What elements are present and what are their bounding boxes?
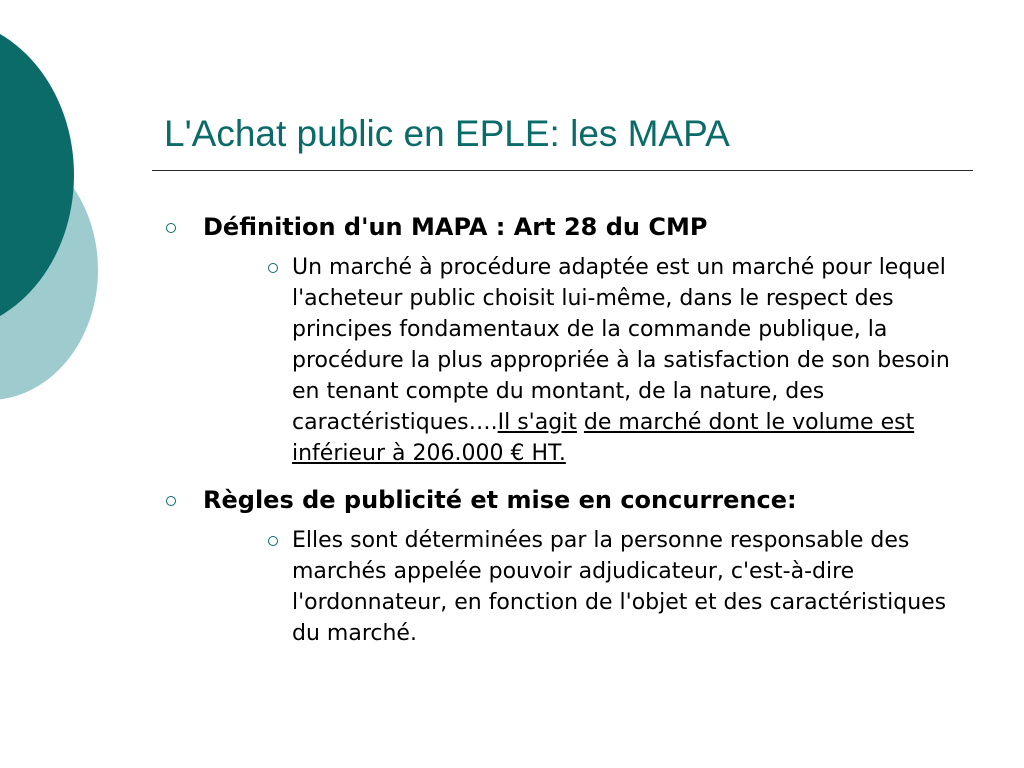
definition-heading-text: Définition d'un MAPA : Art 28 du CMP <box>203 213 708 241</box>
slide-title: L'Achat public en EPLE: les MAPA <box>164 113 730 154</box>
hollow-circle-sub-bullet-icon <box>268 263 278 273</box>
publicity-heading-text: Règles de publicité et mise en concurrence: <box>203 486 797 514</box>
hollow-circle-bullet-icon <box>166 496 176 506</box>
publicity-body-text: Elles sont déterminées par la personne responsable des marchés appelée pouvoir adjudicateur, c'est-à-dire l'ordonnateur, en fonction de l'objet et des caractéristiques du marché. <box>292 528 947 646</box>
definition-body-text: Un marché à procédure adaptée est un marché pour lequel l'acheteur public choisit lui-même, dans le respect des principes fondamentaux de la commande publique, la procédure la plus appropriée à la satisfaction de son besoin en tenant compte du montant, de la nature, des caractéristiques…. <box>292 255 950 435</box>
bullet-definition-body <box>292 252 964 469</box>
bullet-definition-heading <box>160 210 980 244</box>
definition-underlined-phrase: Il s'agit <box>497 410 577 435</box>
bullet-publicity-heading <box>160 483 980 517</box>
hollow-circle-sub-bullet-icon <box>268 536 278 546</box>
bullet-publicity-body <box>292 525 964 649</box>
hollow-circle-bullet-icon <box>166 223 176 233</box>
definition-threshold-text: de marché dont le volume est inférieur à 206.000 € HT. <box>292 410 915 466</box>
title-divider <box>152 170 973 171</box>
slide-content <box>160 210 980 649</box>
